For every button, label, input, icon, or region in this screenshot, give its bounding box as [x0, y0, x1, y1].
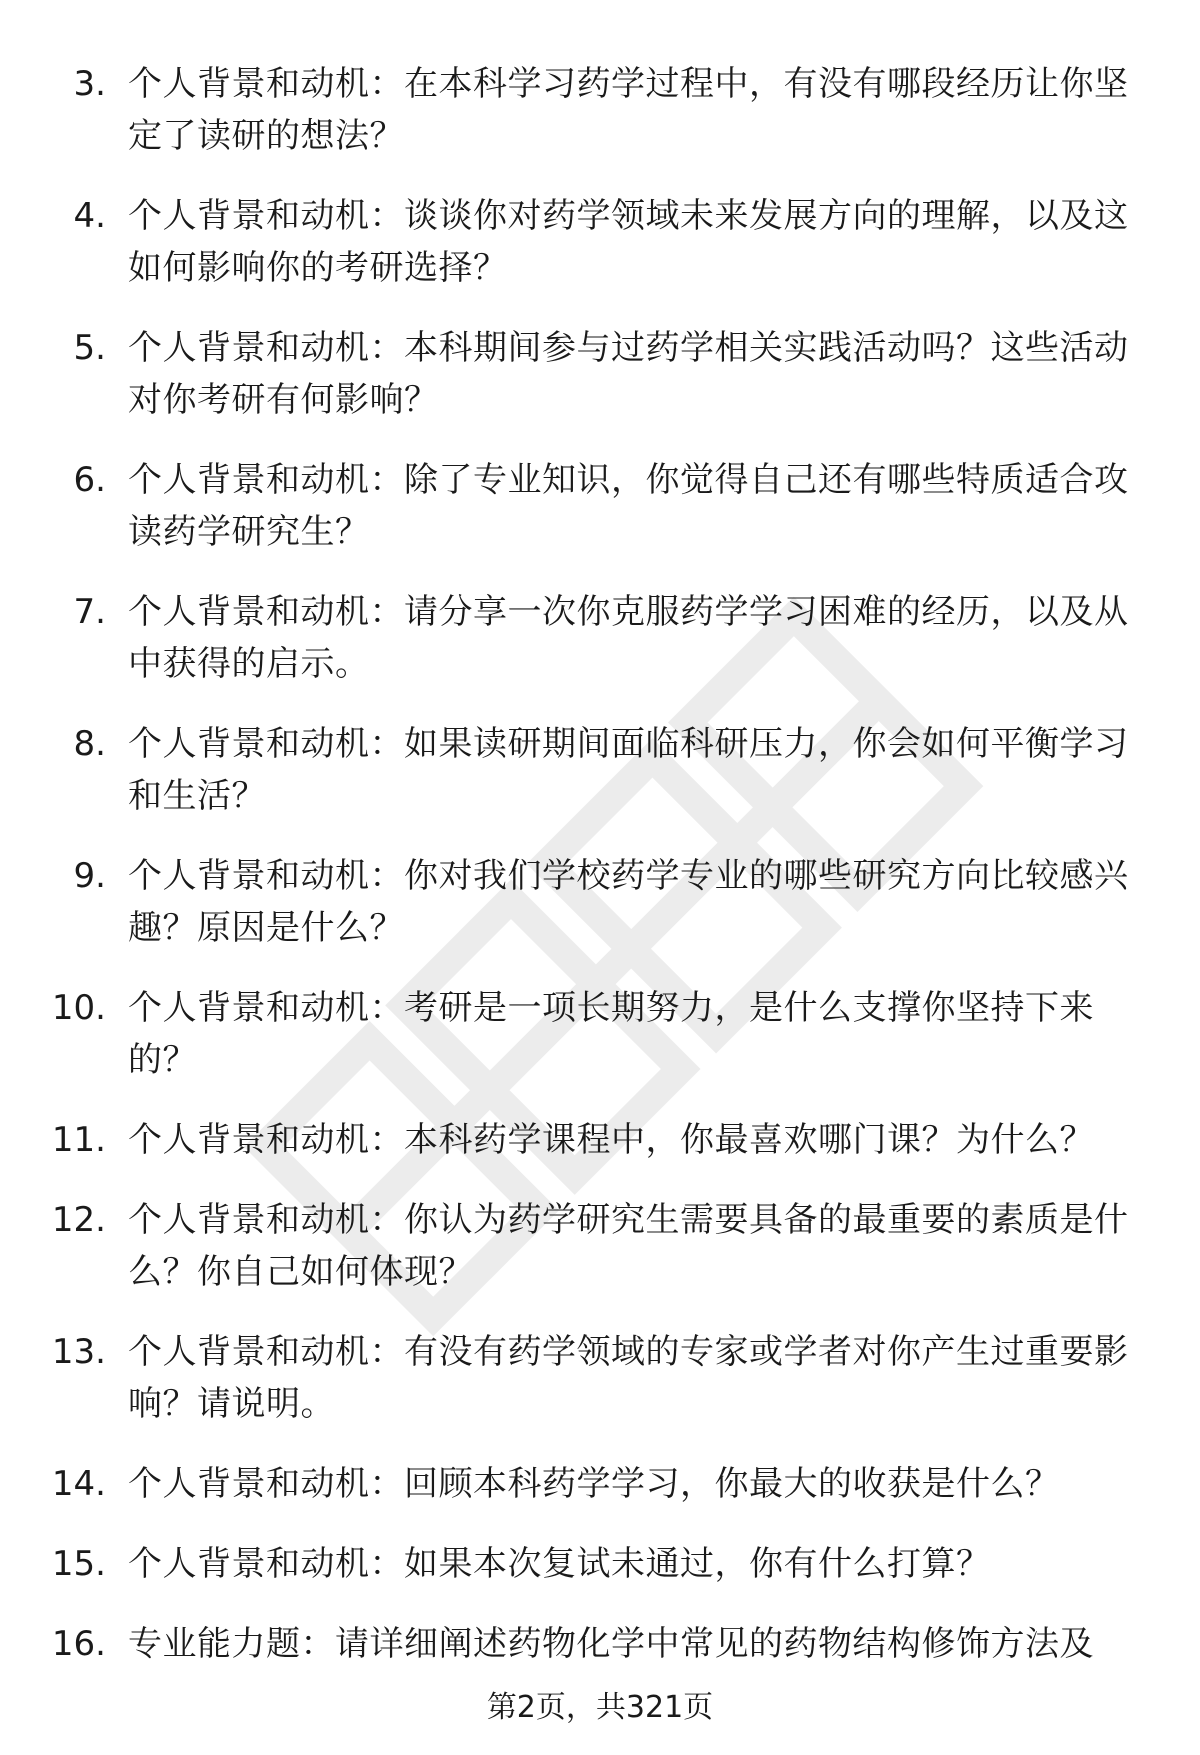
- question-text: 专业能力题：请详细阐述药物化学中常见的药物结构修饰方法及: [128, 1624, 1094, 1664]
- question-number: 5.: [73, 328, 106, 368]
- question-text: 个人背景和动机：本科药学课程中，你最喜欢哪门课？为什么？: [128, 1120, 1094, 1160]
- question-list: [0, 58, 1200, 1698]
- question-number: 10.: [51, 988, 106, 1028]
- question-text: 个人背景和动机：请分享一次你克服药学学习困难的经历，以及从中获得的启示。: [128, 592, 1129, 684]
- question-item: [0, 850, 1200, 954]
- question-text: 个人背景和动机：你对我们学校药学专业的哪些研究方向比较感兴趣？原因是什么？: [128, 856, 1129, 948]
- question-text: 个人背景和动机：如果本次复试未通过，你有什么打算？: [128, 1544, 991, 1584]
- question-number: 6.: [73, 460, 106, 500]
- question-number: 12.: [51, 1200, 106, 1240]
- question-item: [0, 58, 1200, 162]
- question-number: 4.: [73, 196, 106, 236]
- question-item: [0, 982, 1200, 1086]
- question-text: 个人背景和动机：本科期间参与过药学相关实践活动吗？这些活动对你考研有何影响？: [128, 328, 1129, 420]
- question-number: 14.: [51, 1464, 106, 1504]
- question-item: [0, 1114, 1200, 1166]
- question-number: 9.: [73, 856, 106, 896]
- question-text: 个人背景和动机：如果读研期间面临科研压力，你会如何平衡学习和生活？: [128, 724, 1129, 816]
- question-text: 个人背景和动机：除了专业知识，你觉得自己还有哪些特质适合攻读药学研究生？: [128, 460, 1129, 552]
- question-item: [0, 1618, 1200, 1670]
- question-number: 7.: [73, 592, 106, 632]
- question-item: [0, 454, 1200, 558]
- question-number: 13.: [51, 1332, 106, 1372]
- question-text: 个人背景和动机：有没有药学领域的专家或学者对你产生过重要影响？请说明。: [128, 1332, 1129, 1424]
- question-text: 个人背景和动机：谈谈你对药学领域未来发展方向的理解，以及这如何影响你的考研选择？: [128, 196, 1129, 288]
- question-text: 个人背景和动机：回顾本科药学学习，你最大的收获是什么？: [128, 1464, 1060, 1504]
- question-item: [0, 1194, 1200, 1298]
- question-item: [0, 322, 1200, 426]
- question-item: [0, 718, 1200, 822]
- question-text: 个人背景和动机：在本科学习药学过程中，有没有哪段经历让你坚定了读研的想法？: [128, 64, 1129, 156]
- question-number: 11.: [51, 1120, 106, 1160]
- question-item: [0, 190, 1200, 294]
- question-number: 8.: [73, 724, 106, 764]
- question-number: 16.: [51, 1624, 106, 1664]
- question-item: [0, 586, 1200, 690]
- question-item: [0, 1326, 1200, 1430]
- question-text: 个人背景和动机：考研是一项长期努力，是什么支撑你坚持下来的？: [128, 988, 1094, 1080]
- page-footer: 第2页，共321页: [486, 1690, 714, 1725]
- question-number: 3.: [73, 64, 106, 104]
- question-text: 个人背景和动机：你认为药学研究生需要具备的最重要的素质是什么？你自己如何体现？: [128, 1200, 1129, 1292]
- question-item: [0, 1538, 1200, 1590]
- question-item: [0, 1458, 1200, 1510]
- question-number: 15.: [51, 1544, 106, 1584]
